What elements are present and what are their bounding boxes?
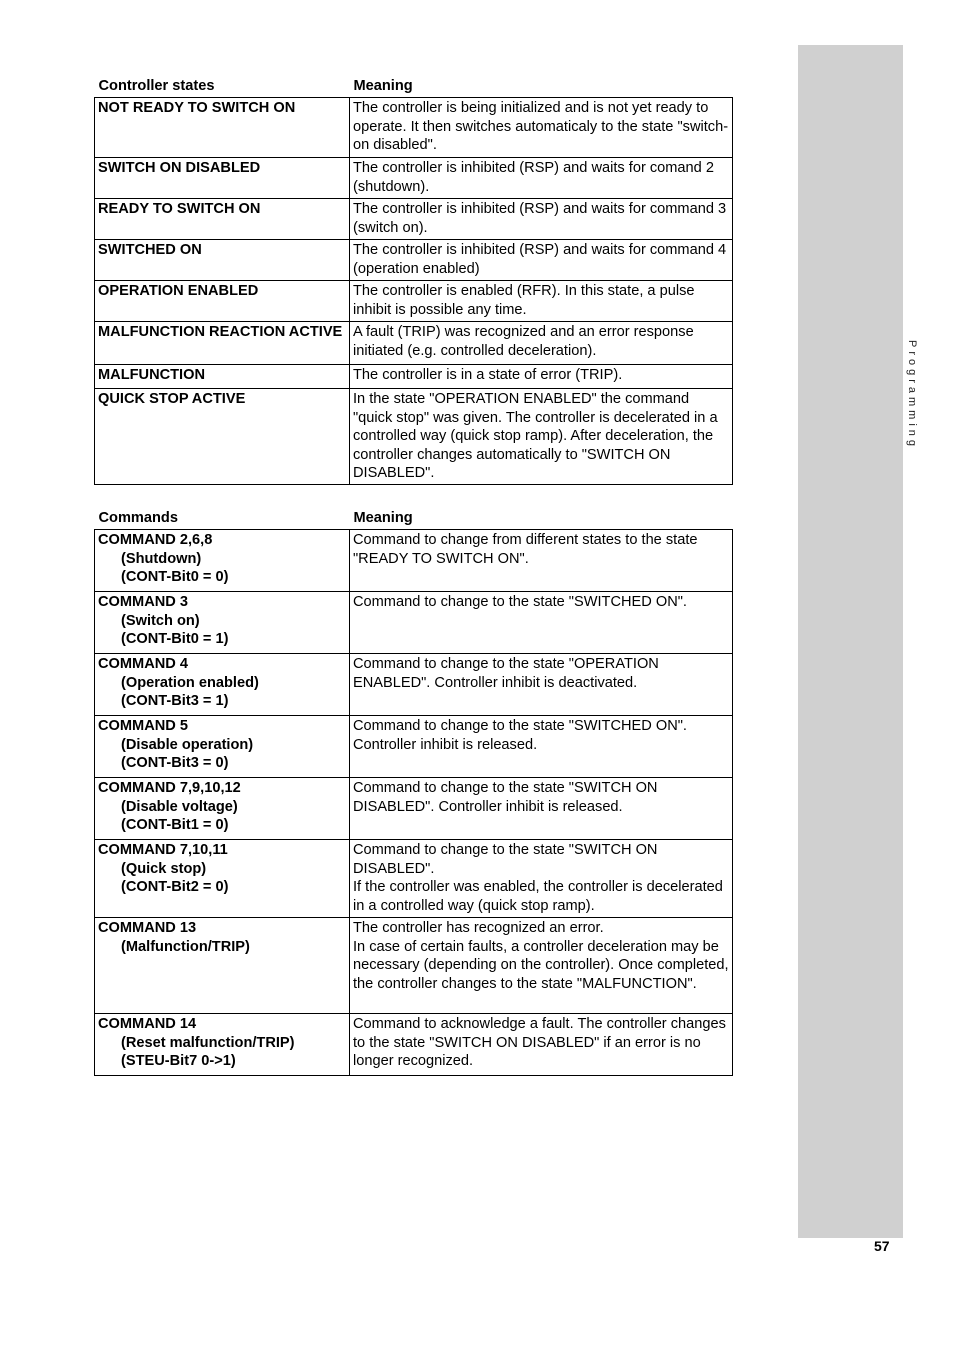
command-detail: (CONT-Bit3 = 1) bbox=[121, 693, 229, 710]
command-detail: (Reset malfunction/TRIP) bbox=[121, 1034, 295, 1051]
state-meaning: The controller is being initialized and is not yet ready to operate. It then switches automaticaly to the state "switch-on disabled". bbox=[350, 98, 733, 158]
table-row bbox=[95, 1014, 733, 1076]
command-detail: (STEU-Bit7 0->1) bbox=[121, 1053, 236, 1070]
command-name: COMMAND 13 bbox=[98, 920, 197, 937]
table-row bbox=[95, 240, 733, 281]
table-row bbox=[95, 840, 733, 918]
table-row bbox=[95, 654, 733, 716]
table-row bbox=[95, 530, 733, 592]
table-header-row bbox=[95, 77, 733, 98]
command-detail: (CONT-Bit2 = 0) bbox=[121, 879, 229, 896]
table-row bbox=[95, 158, 733, 199]
command-detail: (Operation enabled) bbox=[121, 674, 259, 691]
state-meaning: The controller is enabled (RFR). In this state, a pulse inhibit is possible any time. bbox=[350, 281, 733, 322]
command-detail: (Shutdown) bbox=[121, 550, 202, 567]
state-name: SWITCHED ON bbox=[95, 240, 350, 281]
command-detail: (CONT-Bit3 = 0) bbox=[121, 755, 229, 772]
command-detail: (CONT-Bit0 = 1) bbox=[121, 631, 229, 648]
command-cell bbox=[95, 840, 350, 918]
command-cell bbox=[95, 716, 350, 778]
table-row bbox=[95, 281, 733, 322]
table-row bbox=[95, 98, 733, 158]
table-header-row bbox=[95, 509, 733, 530]
commands-table bbox=[94, 509, 733, 1076]
command-detail: (CONT-Bit1 = 0) bbox=[121, 817, 229, 834]
command-name: COMMAND 14 bbox=[98, 1016, 197, 1033]
command-meaning: Command to change to the state "SWITCH ON DISABLED". Controller inhibit is released. bbox=[350, 778, 733, 840]
table-row bbox=[95, 365, 733, 389]
state-meaning: In the state "OPERATION ENABLED" the command "quick stop" was given. The controller is decelerated in a controlled way (quick stop ramp). After deceleration, the controller changes automatically to "SWITCH ON DISABLED". bbox=[350, 389, 733, 485]
table-row bbox=[95, 778, 733, 840]
command-cell bbox=[95, 778, 350, 840]
command-name: COMMAND 4 bbox=[98, 656, 188, 673]
command-detail: (Disable voltage) bbox=[121, 798, 238, 815]
state-meaning: The controller is in a state of error (TRIP). bbox=[350, 365, 733, 389]
page-number: 57 bbox=[874, 1238, 890, 1254]
state-meaning: The controller is inhibited (RSP) and waits for command 4 (operation enabled) bbox=[350, 240, 733, 281]
command-meaning: The controller has recognized an error. In case of certain faults, a controller deceleration may be necessary (depending on the controller). Once completed, the controller changes to the state "MALFUNCTION". bbox=[350, 918, 733, 1014]
command-name: COMMAND 3 bbox=[98, 594, 188, 611]
column-header-states: Controller states bbox=[98, 78, 215, 94]
state-meaning: The controller is inhibited (RSP) and waits for command 3 (switch on). bbox=[350, 199, 733, 240]
command-meaning: Command to change from different states to the state "READY TO SWITCH ON". bbox=[350, 530, 733, 592]
command-cell bbox=[95, 918, 350, 1014]
command-meaning: Command to acknowledge a fault. The controller changes to the state "SWITCH ON DISABLED" if an error is no longer recognized. bbox=[350, 1014, 733, 1076]
state-name: MALFUNCTION REACTION ACTIVE bbox=[95, 322, 350, 365]
state-meaning: The controller is inhibited (RSP) and waits for comand 2 (shutdown). bbox=[350, 158, 733, 199]
table-row bbox=[95, 592, 733, 654]
command-cell bbox=[95, 1014, 350, 1076]
command-detail: (Disable operation) bbox=[121, 736, 254, 753]
command-name: COMMAND 5 bbox=[98, 718, 188, 735]
chapter-label: Programming bbox=[906, 340, 918, 451]
command-name: COMMAND 2,6,8 bbox=[98, 532, 213, 549]
state-name: OPERATION ENABLED bbox=[95, 281, 350, 322]
state-name: READY TO SWITCH ON bbox=[95, 199, 350, 240]
state-name: NOT READY TO SWITCH ON bbox=[95, 98, 350, 158]
table-row bbox=[95, 389, 733, 485]
table-row bbox=[95, 716, 733, 778]
state-name: MALFUNCTION bbox=[95, 365, 350, 389]
command-cell bbox=[95, 654, 350, 716]
controller-states-table bbox=[94, 77, 733, 485]
command-cell bbox=[95, 530, 350, 592]
command-meaning: Command to change to the state "SWITCH ON DISABLED". If the controller was enabled, the controller is decelerated in a controlled way (quick stop ramp). bbox=[350, 840, 733, 918]
table-row bbox=[95, 199, 733, 240]
table-row bbox=[95, 918, 733, 1014]
command-name: COMMAND 7,10,11 bbox=[98, 842, 228, 859]
chapter-sidebar bbox=[798, 45, 903, 1238]
state-meaning: A fault (TRIP) was recognized and an error response initiated (e.g. controlled deceleration). bbox=[350, 322, 733, 365]
command-detail: (CONT-Bit0 = 0) bbox=[121, 569, 229, 586]
command-detail: (Quick stop) bbox=[121, 860, 207, 877]
command-name: COMMAND 7,9,10,12 bbox=[98, 780, 241, 797]
state-name: QUICK STOP ACTIVE bbox=[95, 389, 350, 485]
command-meaning: Command to change to the state "SWITCHED ON". bbox=[350, 592, 733, 654]
command-detail: (Malfunction/TRIP) bbox=[121, 938, 250, 955]
state-name: SWITCH ON DISABLED bbox=[95, 158, 350, 199]
command-detail: (Switch on) bbox=[121, 612, 200, 629]
column-header-meaning: Meaning bbox=[353, 510, 413, 526]
column-header-meaning: Meaning bbox=[353, 78, 413, 94]
command-cell bbox=[95, 592, 350, 654]
command-meaning: Command to change to the state "OPERATION ENABLED". Controller inhibit is deactivated. bbox=[350, 654, 733, 716]
table-row bbox=[95, 322, 733, 365]
column-header-commands: Commands bbox=[98, 510, 178, 526]
command-meaning: Command to change to the state "SWITCHED ON". Controller inhibit is released. bbox=[350, 716, 733, 778]
